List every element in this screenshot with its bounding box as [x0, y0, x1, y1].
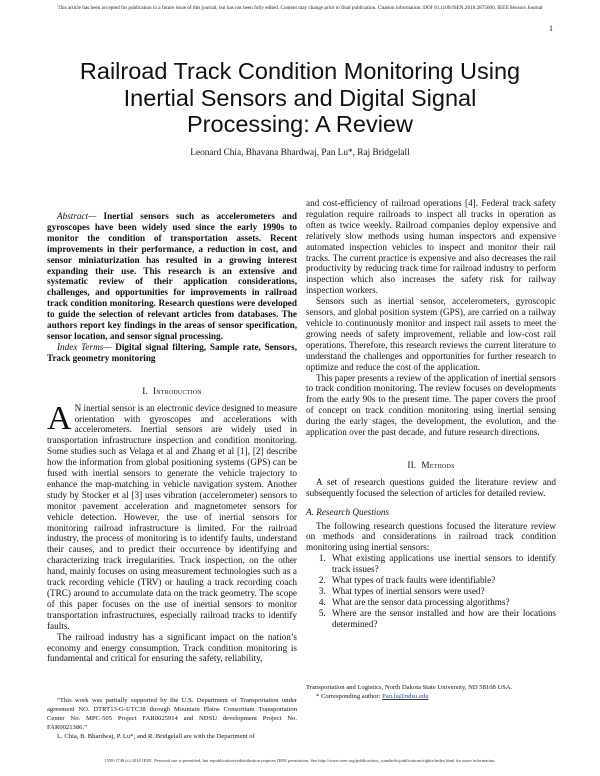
- paper-title: Railroad Track Condition Monitoring Using Inertial Sensors and Digital Signal Processing: A Review: [79, 58, 521, 137]
- methods-paragraph-1: A set of research questions guided the literature review and subsequently focused the selection of articles for detailed review.: [306, 476, 556, 498]
- drop-cap: A: [47, 399, 72, 437]
- intro-paragraph-1: [47, 399, 297, 632]
- page-number: 1: [549, 24, 553, 33]
- affiliation-footnote-continued: Transportation and Logistics, North Dakota State University, ND 58108 USA.: [306, 684, 513, 691]
- affiliation-footnote: L. Chia, B. Bhardwaj, P. Lu*, and R. Bridgelall are with the Department of: [57, 733, 255, 740]
- corresponding-email-link[interactable]: Pan.lu@ndsu.edu: [382, 693, 429, 700]
- list-item: 2. What types of track faults were identifiable?: [328, 575, 556, 586]
- abstract: [47, 211, 297, 342]
- corresponding-author-label: * Corresponding author:: [316, 693, 383, 700]
- intro-paragraph-4: This paper presents a review of the application of inertial sensors to track condition monitoring. The review focuses on developments from the early 90s to the present time. The paper covers the proof of concept on track condition monitoring using inertial sensing during the early stages, the development, the evolution, and the application over the past decade, and future research directions.: [306, 372, 556, 438]
- list-item: 5. Where are the sensor installed and how are their locations determined?: [328, 608, 556, 630]
- right-column: [306, 198, 556, 630]
- publication-notice: This article has been accepted for publication in a future issue of this journal, but has not been fully edited. Content may change prior to final publication. Citation information: DOI 10.1109/JSEN.2018.2875600, IEEE Sensors Journal: [57, 5, 543, 11]
- section-number: I.: [142, 385, 148, 396]
- methods-paragraph-2: The following research questions focused the literature review on methods and considerations in railroad track condition monitoring using inertial sensors:: [306, 520, 556, 553]
- abstract-label: Abstract—: [57, 211, 97, 221]
- index-terms-text: Digital signal filtering, Sample rate, Sensors, Track geometry monitoring: [47, 341, 297, 363]
- intro-paragraph-2: The railroad industry has a significant impact on the nation’s economy and energy consumption. Track condition monitoring is fundamental and critical for ensuring the safety, reliability,: [47, 631, 297, 664]
- section-heading-introduction: [47, 386, 297, 397]
- research-questions-list: [306, 553, 556, 629]
- intro-paragraph-3: Sensors such as inertial sensor, accelerometers, gyroscopic sensors, and global position system (GPS), are carried on a railway vehicle to continuously monitor and inspect rail assets to meet the growing needs of safety improvement, reliable and low-cost rail operations. Therefore, this research reviews the current literature to understand the challenges and opportunities for further research to optimize and reduce the cost of the application.: [306, 296, 556, 372]
- section-heading-methods: [306, 460, 556, 471]
- copyright-footer: 1558-1748 (c) 2018 IEEE. Personal use is permitted, but republication/redistribution requires IEEE permission. See http://www.ieee.org/publications_standards/publications/rights/index.html for more information.: [104, 758, 496, 763]
- footnote-left: [47, 696, 297, 741]
- list-item: 1. What existing applications use inertial sensors to identify track issues?: [328, 553, 556, 575]
- list-item: 3. What types of inertial sensors were used?: [328, 586, 556, 597]
- subsection-heading-research-questions: A. Research Questions: [306, 506, 390, 517]
- section-title: Introduction: [152, 385, 202, 396]
- index-terms: [47, 342, 297, 364]
- list-item: 4. What are the sensor data processing algorithms?: [328, 597, 556, 608]
- author-list: Leonard Chia, Bhavana Bhardwaj, Pan Lu*, Raj Bridgelall: [190, 148, 410, 158]
- abstract-text: Inertial sensors such as accelerometers and gyroscopes have been widely used since the early 1990s to monitor the condition of transportation assets. Recent improvements in their performance, a reduction in cost, and sensor miniaturization has resulted in a growing interest expanding their use. This research is an extensive and systematic review of their application considerations, challenges, and opportunities for improvements in railroad track condition monitoring. Research questions were developed to guide the selection of relevant articles from databases. The authors report key findings in the areas of sensor specification, sensor location, and sensor signal processing.: [47, 211, 297, 341]
- section-number: II.: [407, 459, 417, 470]
- section-title: Methods: [421, 459, 455, 470]
- intro-paragraph-1-text: N inertial sensor is an electronic device designed to measure orientation with gyroscopes and accelerations with accelerometers. Inertial sensors are widely used in transportation infrastructure inspection and condition monitoring. Some studies such as Velaga et al and Zhang et al [1], [2] describe how the information from global positioning systems (GPS) can be fused with inertial sensors to generate the vehicle trajectory to enhance the map-matching in vehicle navigation system. Another study by Stocker et al [3] uses vibration (accelerometer) sensors to monitor pavement acceleration and magnetometer sensors for vehicle detection. However, the use of inertial sensors for monitoring railroad infrastructure is limited. For the railroad industry, the process of monitoring is to identify faults, understand their causes, and to predict their occurrence by identifying and characterizing track irregularities. Track inspection, on the other hand, mainly focuses on using measurement technologies such as a track recording vehicle (TRV) or hauling a track recording coach (TRC) around to accumulate data on the track geometry. The scope of this paper focuses on the use of inertial sensors to monitor transportation infrastructures, especially railroad tracks to identify faults.: [47, 402, 297, 631]
- corresponding-author: [306, 692, 556, 701]
- left-column: [47, 211, 297, 664]
- footnote-right: [306, 683, 556, 701]
- funding-footnote: “This work was partially supported by the U.S. Department of Transportation under agreement NO. DTRT13-G-UTC38 through Mountain Plains Consortium Transportation Center No. MPC-505 Project FAR0025914 and NDSU development Project No. FAR0021386.”: [47, 697, 297, 731]
- intro-paragraph-2-continued: and cost-efficiency of railroad operations [4]. Federal track safety regulation require railroads to inspect all tracks in operation as often as twice weekly. Railroad companies deploy expensive and relatively slow methods using human inspectors and expensive automated inspection vehicles to inspect and monitor their rail tracks. The current practice is expensive and also decreases the rail productivity by reducing track time for railroad industry to perform inspection which also increases the safety risk for railway inspection workers.: [306, 198, 556, 296]
- index-terms-label: Index Terms—: [57, 341, 112, 352]
